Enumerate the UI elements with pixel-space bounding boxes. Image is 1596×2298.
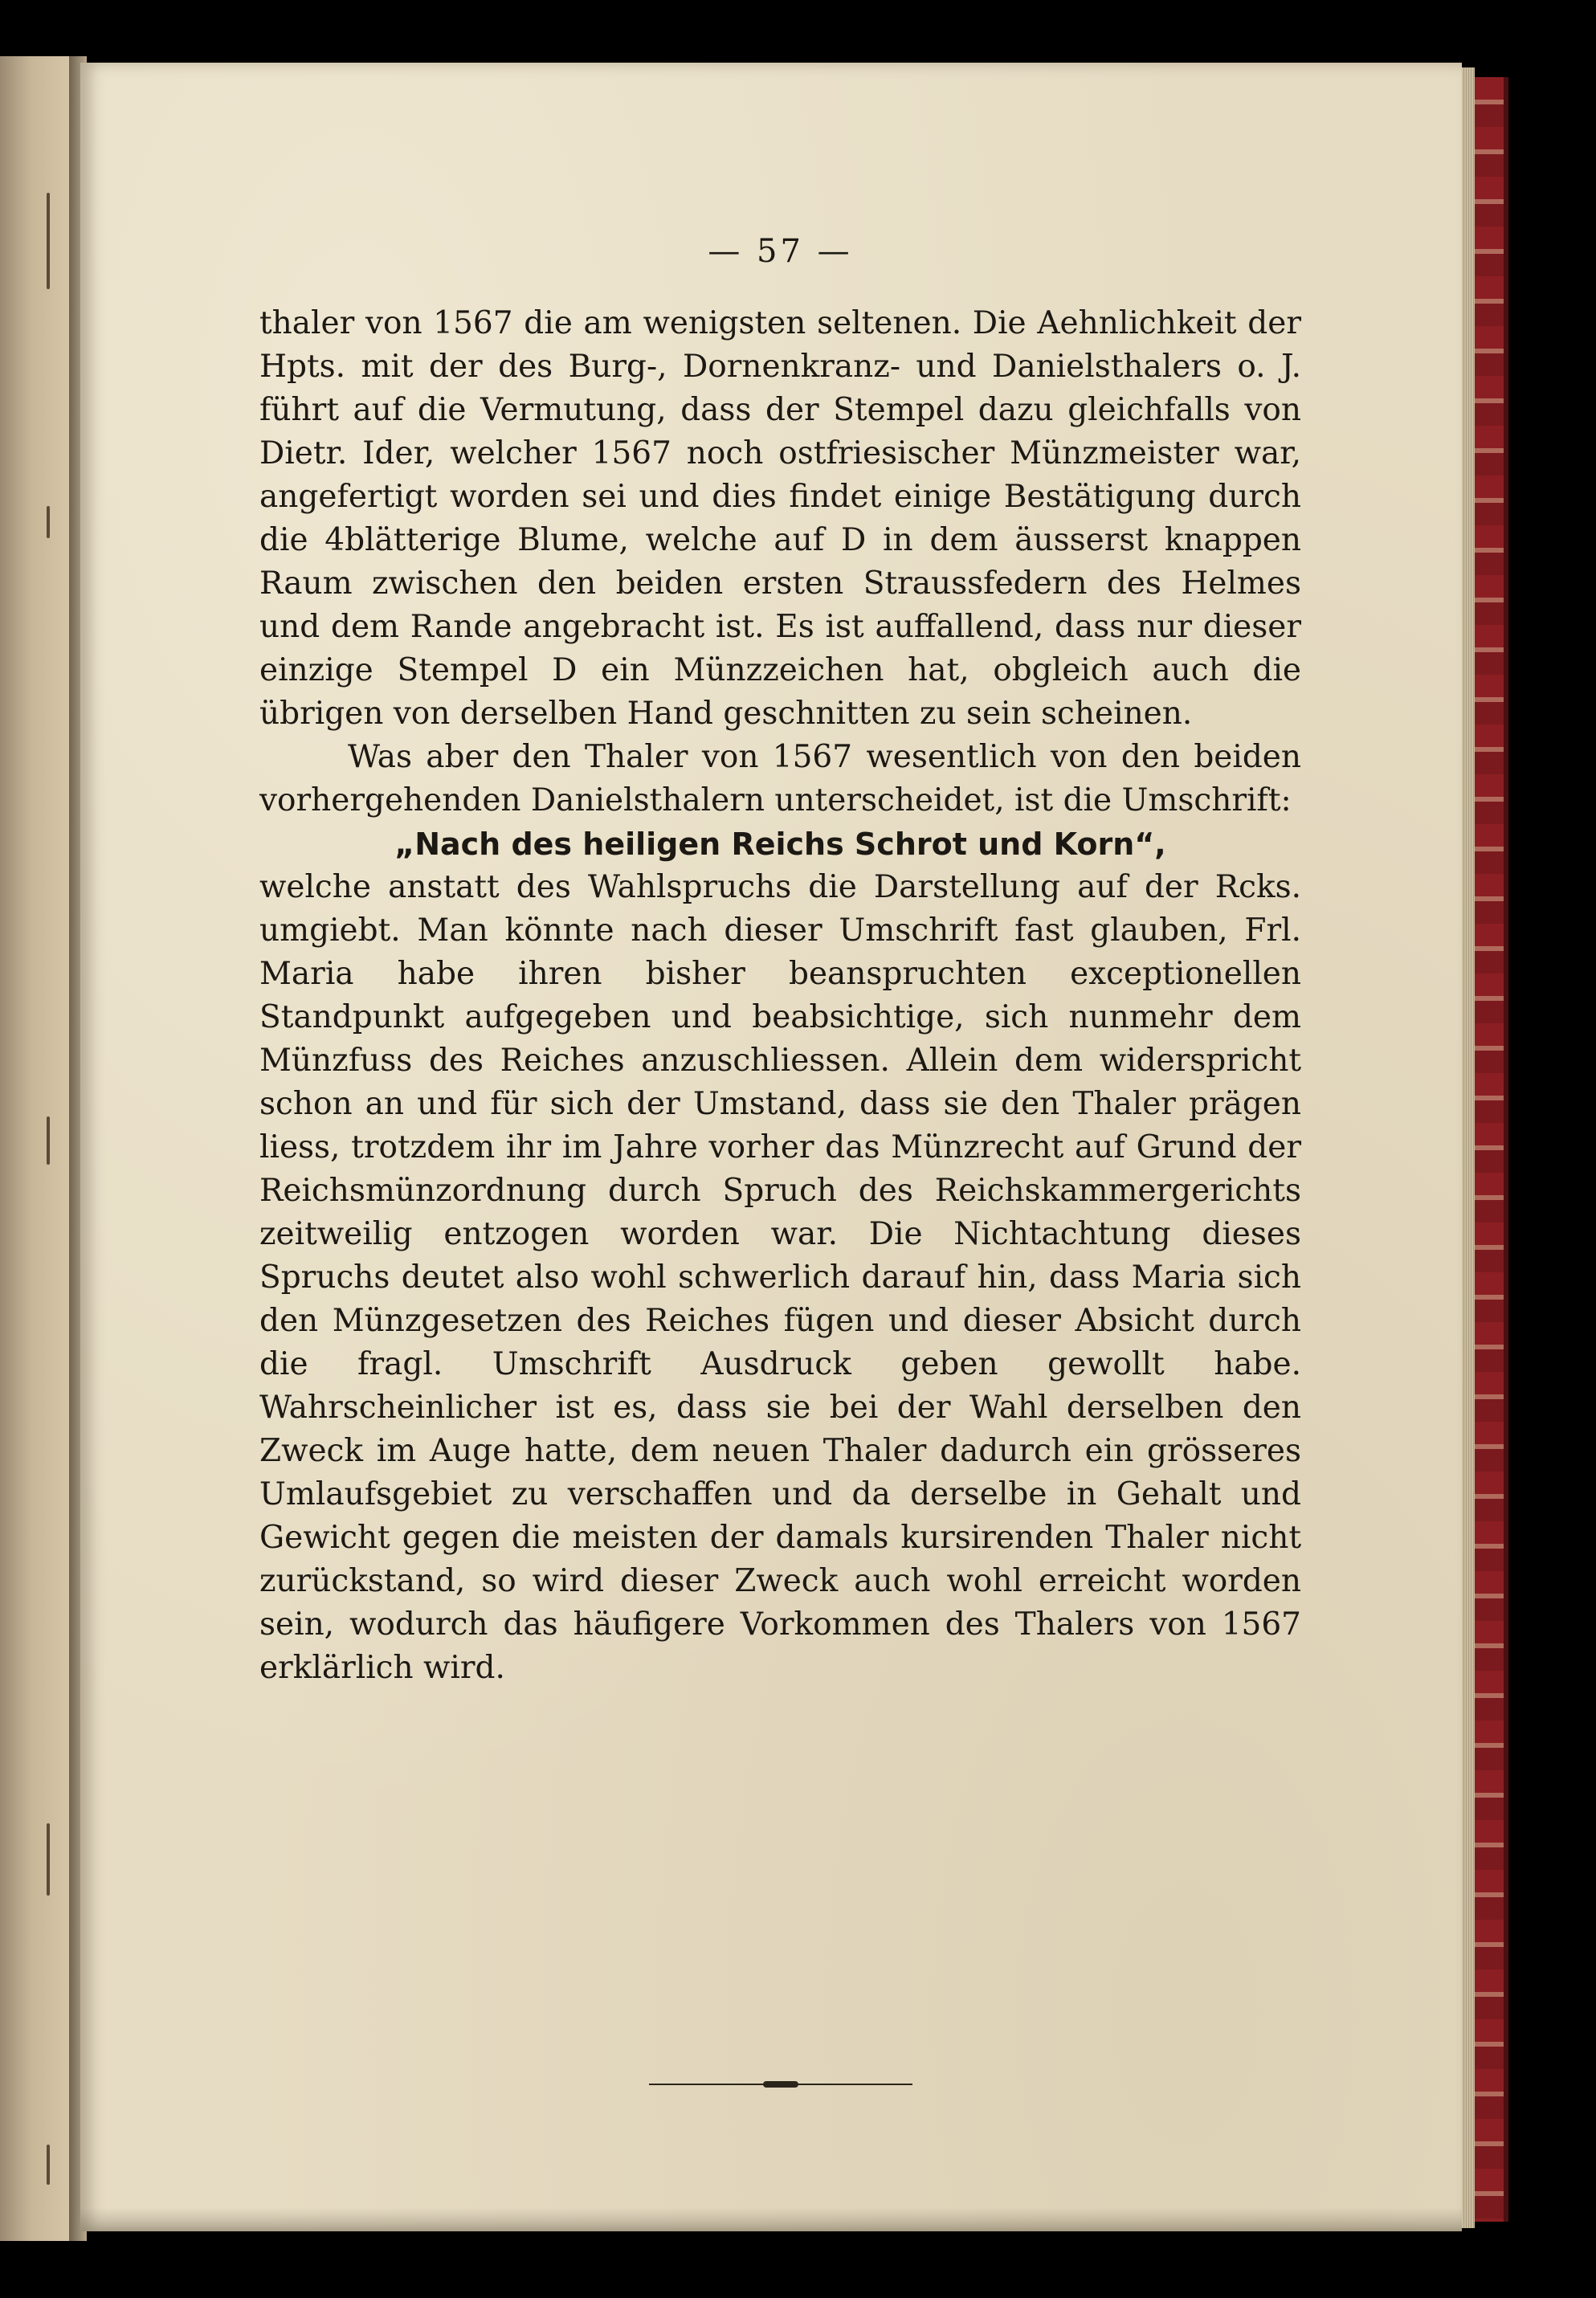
paragraph: thaler von 1567 die am wenigsten seltenen. Die Aehnlichkeit der Hpts. mit der des Burg-, Dornenkranz- und Danielsthalers o. J. führt auf die Vermutung, dass der Stempel dazu gleichfalls von Dietr. Ider, welcher 1567 noch ostfriesischer Münzmeister war, angefertigt worden sei und dies findet einige Bestätigung durch die 4blätterige Blume, welche auf D in dem äusserst knappen Raum zwischen den beiden ersten Straussfedern des Helmes und dem Rande angebracht ist. Es ist auffallend, dass nur dieser einzige Stempel D ein Münzzeichen hat, obgleich auch die übrigen von derselben Hand geschnitten zu sein scheinen. [259,305,1301,732]
paragraph: Was aber den Thaler von 1567 wesentlich von den beiden vorhergehenden Danielsthalern unterscheidet, ist die Umschrift: [259,739,1301,818]
inscription-quote: „Nach des heiligen Reichs Schrot und Korn“, [394,827,1166,862]
end-ornament-icon [649,2080,912,2088]
binding-stitch [47,1116,50,1165]
cover-edge [1504,77,1508,2222]
binding-stitch [47,2145,50,2185]
red-cloth-cover [1475,77,1504,2222]
page-number: — 57 — [708,233,853,270]
page-bottom-shadow [80,2207,1462,2231]
book-page [80,63,1462,2231]
facing-page-margin [0,56,69,2241]
ornament-bead [763,2081,798,2088]
paragraph: welche anstatt des Wahlspruchs die Darstellung auf der Rcks. umgiebt. Man könnte nach dieser Umschrift fast glauben, Frl. Maria habe ihren bisher beanspruchten exceptionellen Standpunkt aufgegeben und beabsichtige, sich nunmehr dem Münzfuss des Reiches anzuschliessen. Allein dem widerspricht schon an und für sich der Umstand, dass sie den Thaler prägen liess, trotzdem ihr im Jahre vorher das Münzrecht auf Grund der Reichsmünzordnung durch Spruch des Reichskammergerichts zeitweilig entzogen worden war. Die Nichtachtung dieses Spruchs deutet also wohl schwerlich darauf hin, dass Maria sich den Münzgesetzen des Reiches fügen und dieser Absicht durch die fragl. Umschrift Ausdruck geben gewollt habe. Wahrscheinlicher ist es, dass sie bei der Wahl derselben den Zweck im Auge hatte, dem neuen Thaler dadurch ein grösseres Umlaufsgebiet zu verschaffen und da derselbe in Gehalt und Gewicht gegen die meisten der damals kursirenden Thaler nicht zurückstand, so wird dieser Zweck auch wohl erreicht worden sein, wodurch das häufigere Vorkommen des Thalers von 1567 erklärlich wird. [259,869,1301,1686]
binding-stitch [47,506,50,538]
body-text [259,302,1301,1690]
binding-stitch [47,193,50,289]
binding-stitch [47,1823,50,1896]
page-edges [1462,67,1475,2228]
